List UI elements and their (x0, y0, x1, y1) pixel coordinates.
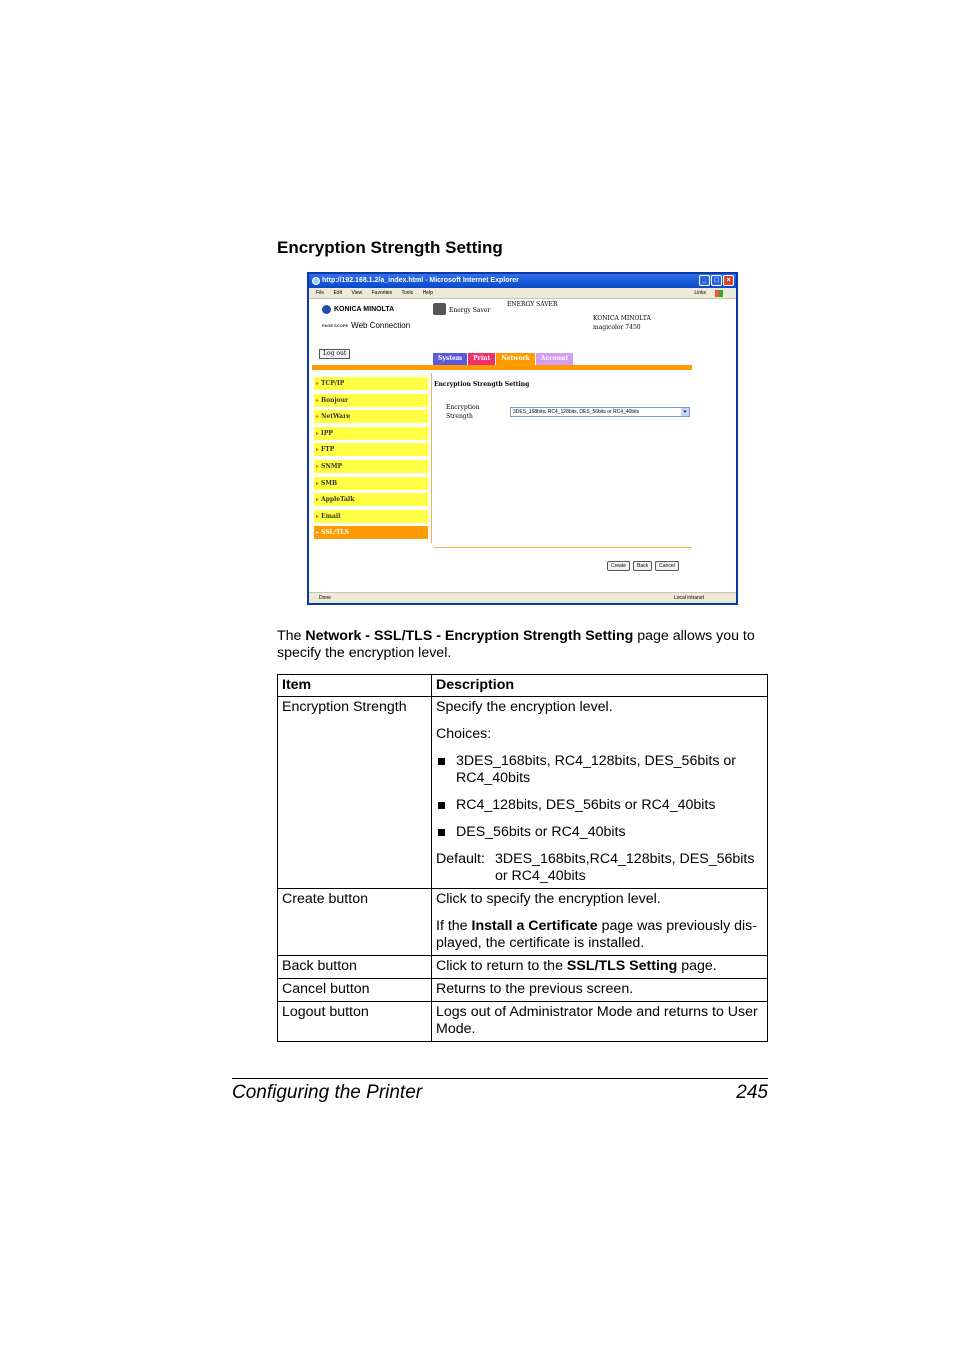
arrow-icon: ▸ (316, 413, 320, 421)
create-button[interactable]: Create (607, 561, 630, 571)
back-button[interactable]: Back (633, 561, 652, 571)
table-row (278, 1002, 768, 1042)
arrow-icon: ▸ (316, 396, 320, 404)
menu-file[interactable]: File (316, 290, 325, 296)
zone-label: Local intranet (673, 595, 704, 601)
row-description: Returns to the previous screen. (432, 979, 768, 1002)
tab-system[interactable]: System (433, 353, 467, 365)
sidebar-item-snmp[interactable]: ▸ SNMP (314, 460, 428, 473)
konica-logo: KONICA MINOLTA (322, 305, 394, 314)
arrow-icon: ▸ (316, 529, 320, 537)
arrow-icon: ▸ (316, 512, 320, 520)
close-icon[interactable]: × (723, 275, 734, 286)
nav-divider (431, 373, 432, 543)
row-description: Logs out of Administrator Mode and returns to User Mode. (432, 1002, 768, 1042)
row-item: Back button (278, 956, 432, 979)
browser-screenshot (307, 272, 738, 605)
description-table (277, 674, 768, 1042)
bullet-icon (438, 829, 445, 836)
pagescope-logo-icon: PAGE SCOPE (322, 322, 349, 328)
bullet-icon (438, 758, 445, 765)
maximize-icon[interactable]: □ (711, 275, 722, 286)
browser-titlebar (309, 274, 736, 288)
table-row (278, 979, 768, 1002)
links-label[interactable]: Links (694, 290, 706, 296)
header-description: Description (432, 675, 768, 697)
arrow-icon: ▸ (316, 446, 320, 454)
sidebar-item-tcpip[interactable]: ▸ TCP/IP (314, 377, 428, 390)
arrow-icon: ▸ (316, 479, 320, 487)
browser-statusbar (309, 592, 736, 603)
row-item: Create button (278, 889, 432, 956)
table-row (278, 956, 768, 979)
encryption-strength-label: Encryption Strength (446, 404, 480, 420)
row-description: Click to return to the SSL/TLS Setting page. (432, 956, 768, 979)
table-row (278, 697, 768, 889)
sidebar-item-ssltls[interactable]: ▸ SSL/TLS (314, 526, 428, 539)
panel-title: Encryption Strength Setting (434, 381, 530, 388)
sidebar-item-ipp[interactable]: ▸ IPP (314, 427, 428, 440)
section-heading: Encryption Strength Setting (277, 238, 503, 257)
sidebar-item-smb[interactable]: ▸ SMB (314, 477, 428, 490)
chevron-down-icon[interactable]: ▾ (681, 408, 689, 416)
list-item: RC4_128bits, DES_56bits or RC4_40bits (436, 797, 763, 814)
menu-edit[interactable]: Edit (333, 290, 343, 296)
tab-network[interactable]: Network (496, 353, 535, 365)
ie-icon (312, 277, 320, 285)
printer-icon (433, 303, 446, 315)
status-text: Done (319, 595, 331, 601)
browser-content (309, 299, 736, 589)
list-item: 3DES_168bits, RC4_128bits, DES_56bits or RC4_40bits (436, 753, 763, 787)
encryption-strength-select[interactable]: 3DES_168bits, RC4_128bits, DES_56bits or RC4_40bits ▾ (510, 407, 690, 417)
intro-paragraph: The Network - SSL/TLS - Encryption Strength Setting page allows you to specify the encryption level. (277, 628, 755, 661)
energy-saver-label: ENERGY SAVER (507, 301, 558, 308)
minimize-icon[interactable]: _ (699, 275, 710, 286)
energy-saver-button[interactable]: Energy Saver (449, 307, 491, 314)
arrow-icon: ▸ (316, 496, 320, 504)
list-item: DES_56bits or RC4_40bits (436, 824, 763, 841)
menu-favorites[interactable]: Favorites (371, 290, 393, 296)
header-item: Item (278, 675, 432, 697)
sidebar-item-email[interactable]: ▸ Email (314, 510, 428, 523)
menu-help[interactable]: Help (422, 290, 433, 296)
default-value: Default: 3DES_168bits,RC4_128bits, DES_56bits or RC4_40bits (436, 851, 755, 884)
browser-menubar (309, 288, 736, 299)
row-description: Click to specify the encryption level. If the Install a Certificate page was previously dis-played, the certificate is installed. (432, 889, 768, 956)
page-number: 245 (736, 1082, 768, 1103)
bullet-icon (438, 802, 445, 809)
row-item: Logout button (278, 1002, 432, 1042)
cancel-button[interactable]: Cancel (655, 561, 679, 571)
sidebar-item-ftp[interactable]: ▸ FTP (314, 443, 428, 456)
sidebar-item-netware[interactable]: ▸ NetWare (314, 410, 428, 423)
tab-account[interactable]: Account (536, 353, 573, 365)
konica-logo-icon (322, 305, 331, 314)
main-tabs (433, 353, 573, 365)
arrow-icon: ▸ (316, 380, 320, 387)
tab-print[interactable]: Print (468, 353, 495, 365)
pagescope-logo: PAGE SCOPE Web Connection (322, 321, 411, 330)
row-item: Encryption Strength (278, 697, 432, 889)
row-item: Cancel button (278, 979, 432, 1002)
sidebar-item-appletalk[interactable]: ▸ AppleTalk (314, 493, 428, 506)
menu-tools[interactable]: Tools (401, 290, 414, 296)
sidebar-item-bonjour[interactable]: ▸ Bonjour (314, 394, 428, 407)
sidebar-nav (314, 377, 428, 543)
footer-rule (232, 1078, 768, 1079)
row-description: Specify the encryption level. Choices: 3DES_168bits, RC4_128bits, DES_56bits or RC4_40bits RC4_128bits, DES_56bits or RC4_40bits DES_56bits or RC4_40bits Default: 3DES_168bits,RC4_128bits, DES_56bits or RC4_40bits (432, 697, 768, 889)
logout-button[interactable]: Log out (319, 349, 350, 359)
table-row (278, 889, 768, 956)
footer-title: Configuring the Printer (232, 1082, 423, 1103)
printer-model: KONICA MINOLTA magicolor 7450 (593, 315, 651, 331)
form-divider (434, 547, 692, 548)
browser-title: http://192.168.1.2/a_index.html - Microsoft Internet Explorer (322, 277, 519, 284)
menu-view[interactable]: View (351, 290, 363, 296)
arrow-icon: ▸ (316, 462, 320, 470)
windows-flag-icon (715, 290, 723, 297)
table-header-row (278, 675, 768, 697)
action-buttons (607, 561, 679, 571)
tab-underline (312, 365, 692, 370)
arrow-icon: ▸ (316, 429, 320, 437)
